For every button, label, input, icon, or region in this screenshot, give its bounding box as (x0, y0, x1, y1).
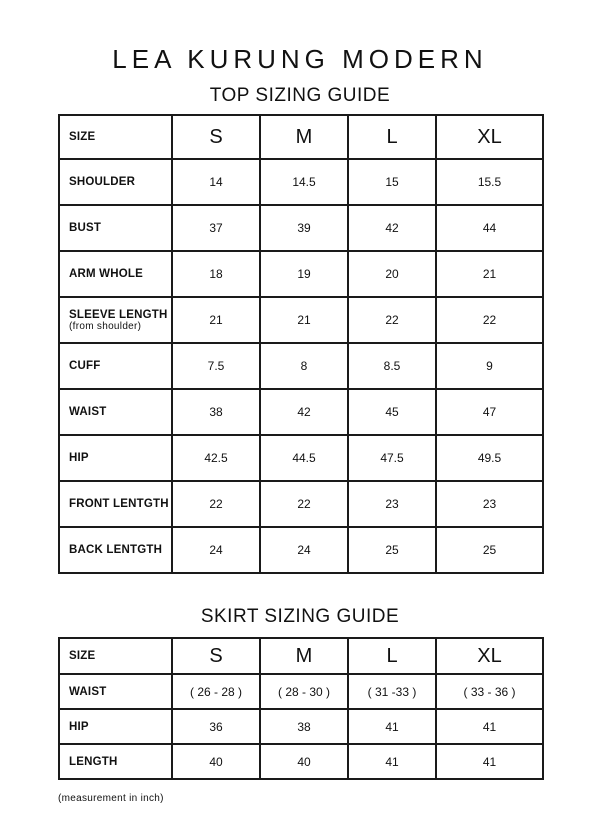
page-title: LEA KURUNG MODERN (112, 44, 488, 74)
cell-value: 18 (172, 251, 260, 297)
cell-value: 49.5 (436, 435, 543, 481)
cell-value: 15.5 (436, 159, 543, 205)
row-label: ARM WHOLE (59, 251, 172, 297)
cell-value: 38 (172, 389, 260, 435)
cell-value: 41 (436, 744, 543, 779)
cell-value: 23 (436, 481, 543, 527)
row-label: CUFF (59, 343, 172, 389)
measurement-footnote: (measurement in inch) (58, 793, 164, 804)
cell-value: 36 (172, 709, 260, 744)
cell-value: ( 33 - 36 ) (436, 674, 543, 709)
row-label: SHOULDER (59, 159, 172, 205)
cell-value: 24 (260, 527, 348, 573)
size-header-xl: XL (436, 115, 543, 159)
cell-value: 8.5 (348, 343, 436, 389)
table-header-row (59, 115, 543, 159)
cell-value: 22 (260, 481, 348, 527)
row-label: HIP (59, 435, 172, 481)
cell-value: 47 (436, 389, 543, 435)
size-header-l: L (348, 638, 436, 674)
cell-value: ( 26 - 28 ) (172, 674, 260, 709)
row-label-note: (from shoulder) (69, 320, 142, 332)
row-label: WAIST (59, 674, 172, 709)
table-row (59, 674, 543, 709)
cell-value: 25 (436, 527, 543, 573)
table-row (59, 709, 543, 744)
cell-value: 14.5 (260, 159, 348, 205)
cell-value: 44 (436, 205, 543, 251)
table-row (59, 205, 543, 251)
row-label: HIP (59, 709, 172, 744)
top-sizing-table (58, 114, 544, 574)
table-header-row (59, 638, 543, 674)
size-header-m: M (260, 638, 348, 674)
size-header-s: S (172, 115, 260, 159)
cell-value: 20 (348, 251, 436, 297)
table-row (59, 389, 543, 435)
size-header-s: S (172, 638, 260, 674)
cell-value: 39 (260, 205, 348, 251)
cell-value: 41 (348, 744, 436, 779)
table-row (59, 343, 543, 389)
cell-value: 24 (172, 527, 260, 573)
cell-value: 21 (260, 297, 348, 343)
size-header-m: M (260, 115, 348, 159)
cell-value: 22 (172, 481, 260, 527)
cell-value: 37 (172, 205, 260, 251)
cell-value: 42.5 (172, 435, 260, 481)
row-label: FRONT LENTGTH (59, 481, 172, 527)
table-row (59, 159, 543, 205)
table-row (59, 297, 543, 343)
cell-value: 25 (348, 527, 436, 573)
cell-value: 47.5 (348, 435, 436, 481)
cell-value: 9 (436, 343, 543, 389)
size-header-xl: XL (436, 638, 543, 674)
row-label: WAIST (59, 389, 172, 435)
cell-value: 41 (348, 709, 436, 744)
cell-value: 14 (172, 159, 260, 205)
cell-value: 7.5 (172, 343, 260, 389)
table-row (59, 744, 543, 779)
row-label: LENGTH (59, 744, 172, 779)
row-label: BUST (59, 205, 172, 251)
cell-value: 22 (436, 297, 543, 343)
row-label: BACK LENTGTH (59, 527, 172, 573)
cell-value: 42 (260, 389, 348, 435)
row-label (59, 297, 172, 343)
cell-value: ( 28 - 30 ) (260, 674, 348, 709)
table-row (59, 435, 543, 481)
cell-value: 8 (260, 343, 348, 389)
cell-value: 23 (348, 481, 436, 527)
cell-value: 19 (260, 251, 348, 297)
cell-value: 45 (348, 389, 436, 435)
row-label-text: SLEEVE LENGTH (69, 308, 168, 321)
cell-value: 42 (348, 205, 436, 251)
size-header-label: SIZE (59, 115, 172, 159)
table-row (59, 481, 543, 527)
top-guide-subtitle: TOP SIZING GUIDE (209, 85, 391, 106)
cell-value: 22 (348, 297, 436, 343)
skirt-guide-subtitle: SKIRT SIZING GUIDE (200, 606, 400, 627)
cell-value: 21 (436, 251, 543, 297)
cell-value: ( 31 -33 ) (348, 674, 436, 709)
size-header-l: L (348, 115, 436, 159)
table-row (59, 251, 543, 297)
cell-value: 40 (172, 744, 260, 779)
cell-value: 40 (260, 744, 348, 779)
cell-value: 38 (260, 709, 348, 744)
cell-value: 44.5 (260, 435, 348, 481)
cell-value: 15 (348, 159, 436, 205)
table-row (59, 527, 543, 573)
cell-value: 21 (172, 297, 260, 343)
skirt-sizing-table (58, 637, 544, 780)
cell-value: 41 (436, 709, 543, 744)
size-header-label: SIZE (59, 638, 172, 674)
